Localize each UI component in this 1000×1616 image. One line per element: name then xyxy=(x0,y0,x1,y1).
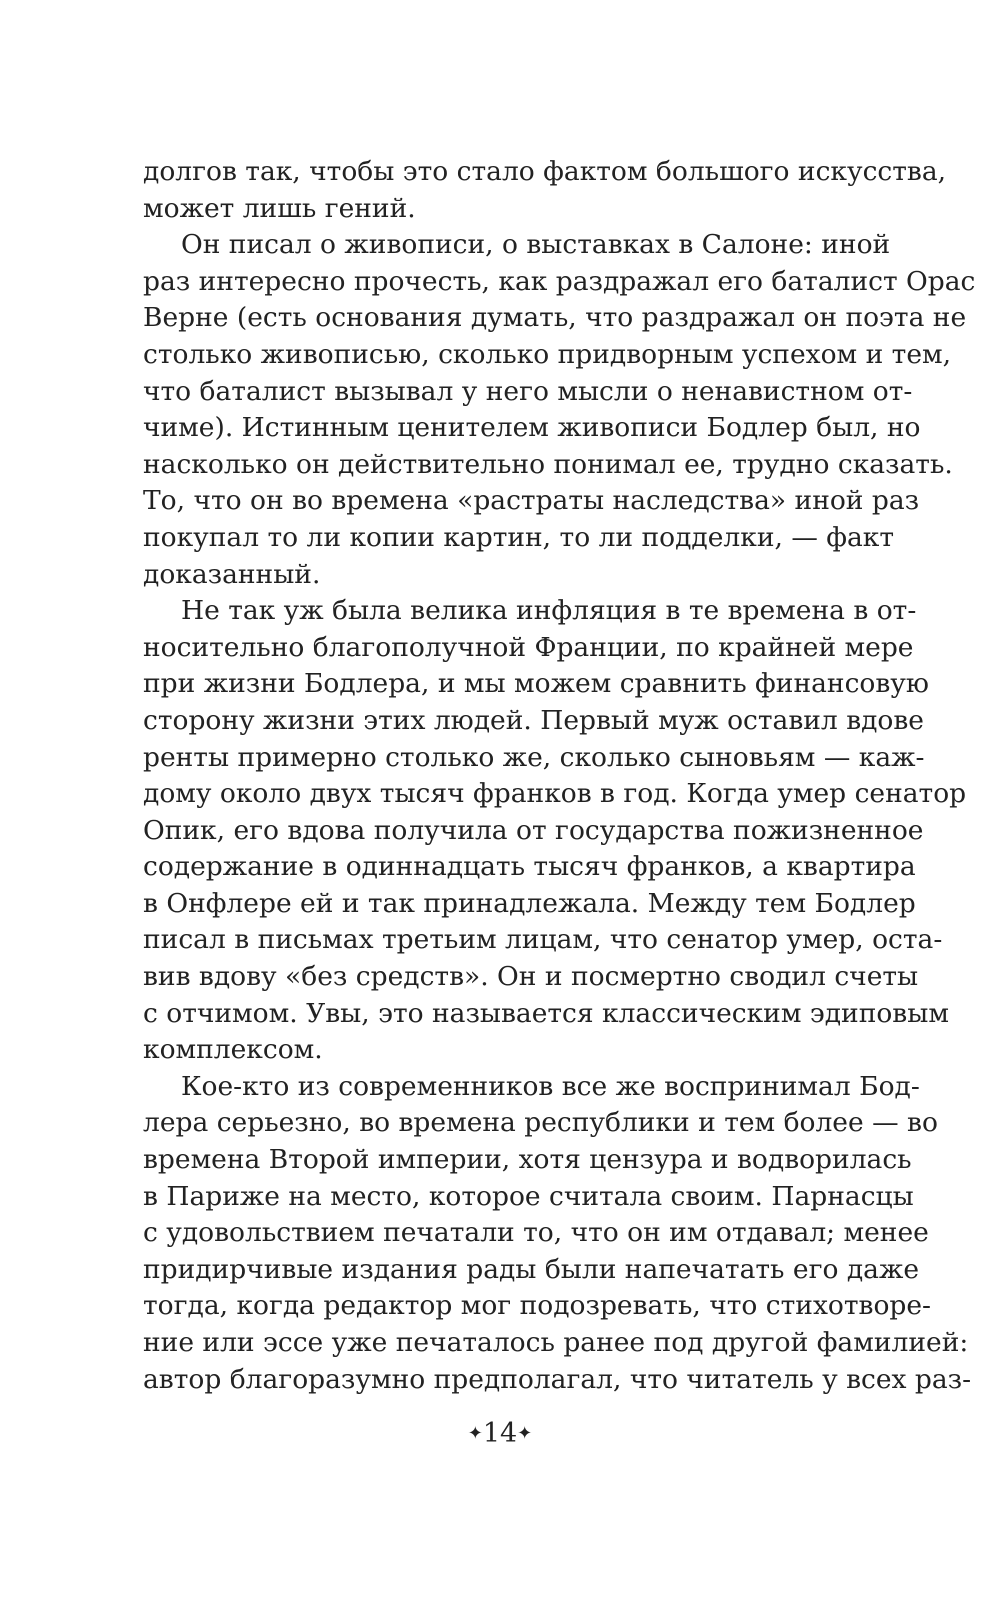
text-line: сторону жизни этих людей. Первый муж оставил вдове xyxy=(143,704,924,736)
text-line: содержание в одиннадцать тысяч франков, а квартира xyxy=(143,851,916,883)
page-number-value: 14 xyxy=(482,1418,518,1449)
text-line: писал в письмах третьим лицам, что сенатор умер, оста- xyxy=(143,924,943,956)
ornament-left-icon: ✦ xyxy=(467,1423,483,1444)
text-line: с удовольствием печатали то, что он им отдавал; менее xyxy=(143,1217,929,1249)
text-line: в Париже на место, которое считала своим. Парнасцы xyxy=(143,1180,914,1212)
text-line: что баталист вызывал у него мысли о ненавистном от- xyxy=(143,375,913,407)
text-line: Кое-кто из современников все же воспринимал Бод- xyxy=(181,1070,920,1102)
text-line: носительно благополучной Франции, по крайней мере xyxy=(143,631,914,663)
text-line: времена Второй империи, хотя цензура и водворилась xyxy=(143,1144,912,1176)
text-line: доказанный. xyxy=(143,558,321,590)
text-line: ние или эссе уже печаталось ранее под другой фамилией: xyxy=(143,1327,969,1358)
text-line: столько живописью, сколько придворным успехом и тем, xyxy=(143,338,952,370)
text-line: при жизни Бодлера, и мы можем сравнить финансовую xyxy=(143,668,929,700)
text-line: с отчимом. Увы, это называется классическим эдиповым xyxy=(143,997,949,1029)
text-line: автор благоразумно предполагал, что читатель у всех раз- xyxy=(143,1363,972,1395)
text-line: Он писал о живописи, о выставках в Салоне: иной xyxy=(181,229,891,261)
page-body xyxy=(143,154,976,1398)
text-line: ренты примерно столько же, сколько сыновьям — каж- xyxy=(143,741,925,773)
text-line: дому около двух тысяч франков в год. Когда умер сенатор xyxy=(143,778,967,810)
text-line: придирчивые издания рады были напечатать его даже xyxy=(143,1253,920,1285)
text-line: раз интересно прочесть, как раздражал его баталист Орас xyxy=(143,265,976,297)
text-line: То, что он во времена «растраты наследства» иной раз xyxy=(143,485,920,517)
text-line: Не так уж была велика инфляция в те времена в от- xyxy=(181,595,917,627)
text-line: насколько он действительно понимал ее, трудно сказать. xyxy=(143,448,953,480)
text-line: лера серьезно, во времена республики и тем более — во xyxy=(143,1107,938,1139)
text-line: покупал то ли копии картин, то ли подделки, — факт xyxy=(143,521,895,553)
text-line: долгов так, чтобы это стало фактом большого искусства, xyxy=(143,156,947,187)
paragraph xyxy=(143,227,976,593)
text-line: Верне (есть основания думать, что раздражал он поэта не xyxy=(143,302,967,334)
text-line: Опик, его вдова получила от государства пожизненное xyxy=(143,814,924,846)
paragraph xyxy=(143,593,967,1069)
text-line: комплексом. xyxy=(143,1034,323,1066)
ornament-right-icon: ✦ xyxy=(517,1423,533,1444)
page-number xyxy=(0,1416,1000,1452)
text-line: чиме). Истинным ценителем живописи Бодлер был, но xyxy=(143,412,921,444)
text-line: тогда, когда редактор мог подозревать, что стихотворе- xyxy=(143,1290,931,1322)
paragraph xyxy=(143,154,947,227)
text-line: вив вдову «без средств». Он и посмертно сводил счеты xyxy=(143,961,919,993)
paragraph xyxy=(143,1069,972,1398)
text-line: может лишь гений. xyxy=(143,192,416,224)
text-line: в Онфлере ей и так принадлежала. Между тем Бодлер xyxy=(143,887,916,919)
